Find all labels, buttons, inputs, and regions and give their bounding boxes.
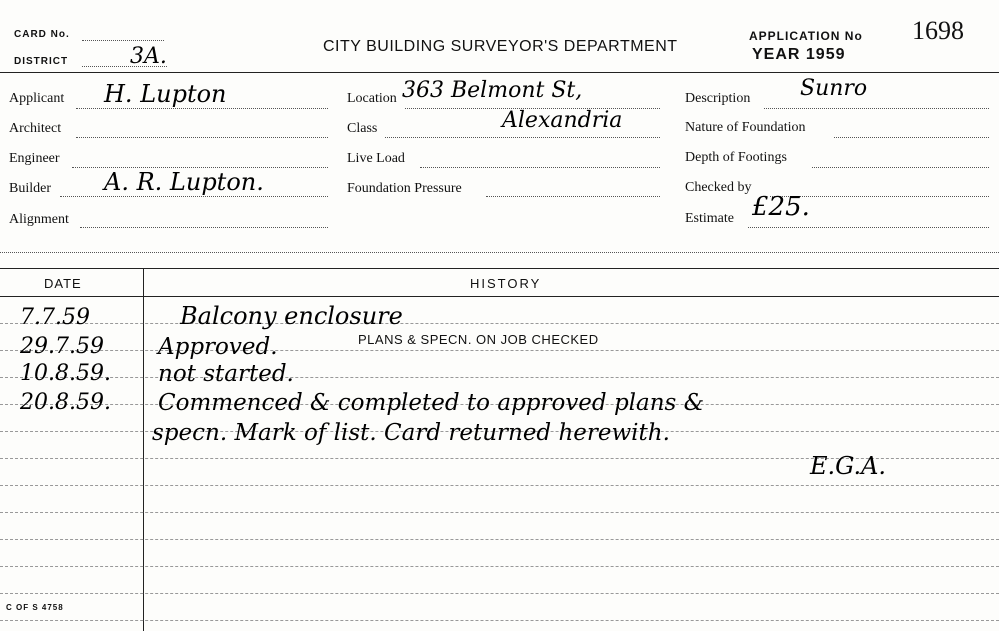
form-code: C OF S 4758 <box>6 603 64 612</box>
history-text: Approved. <box>158 334 278 360</box>
history-date: 20.8.59. <box>20 390 111 415</box>
class-label: Class <box>347 121 378 136</box>
alignment-line <box>80 227 328 228</box>
history-text: Commenced & completed to approved plans & <box>158 390 705 416</box>
alignment-label: Alignment <box>9 212 69 227</box>
location-label: Location <box>347 91 397 106</box>
history-column-header: HISTORY <box>470 276 542 291</box>
signature-initials: E.G.A. <box>810 452 887 480</box>
class-line <box>385 137 660 138</box>
ruled-line <box>0 350 999 351</box>
history-header-rule <box>0 296 999 297</box>
department-title: CITY BUILDING SURVEYOR'S DEPARTMENT <box>323 38 678 55</box>
card-no-line <box>82 40 164 41</box>
description-line <box>764 108 989 109</box>
location-value: 363 Belmont St, <box>402 78 583 103</box>
estimate-line <box>748 227 989 228</box>
history-top-rule <box>0 268 999 269</box>
history-text: not started. <box>158 361 294 387</box>
foundation-pressure-line <box>486 196 660 197</box>
estimate-label: Estimate <box>685 211 734 226</box>
class-value: Alexandria <box>502 108 623 133</box>
district-value: 3A. <box>130 44 167 69</box>
applicant-line <box>76 108 328 109</box>
ruled-line <box>0 593 999 594</box>
history-date: 10.8.59. <box>20 361 111 386</box>
ruled-line <box>0 485 999 486</box>
district-label: DISTRICT <box>14 56 69 67</box>
ruled-line <box>0 377 999 378</box>
ruled-line <box>0 620 999 621</box>
builder-value: A. R. Lupton. <box>104 168 264 196</box>
history-date: 7.7.59 <box>20 305 90 330</box>
description-value: Sunro <box>800 76 868 101</box>
architect-line <box>76 137 328 138</box>
history-text: Balcony enclosure <box>180 302 403 330</box>
fields-bottom-line <box>0 252 999 253</box>
application-no-label: APPLICATION No <box>749 29 863 43</box>
live-load-line <box>420 167 660 168</box>
ruled-line <box>0 323 999 324</box>
engineer-label: Engineer <box>9 151 60 166</box>
checked-by-label: Checked by <box>685 180 752 195</box>
depth-of-footings-line <box>812 167 989 168</box>
applicant-label: Applicant <box>9 91 65 106</box>
ruled-line <box>0 566 999 567</box>
ruled-line <box>0 512 999 513</box>
year-label: YEAR 1959 <box>752 46 846 63</box>
header-divider <box>0 72 999 73</box>
nature-of-foundation-label: Nature of Foundation <box>685 120 806 135</box>
history-date: 29.7.59 <box>20 334 104 359</box>
application-no-value: 1698 <box>912 16 964 45</box>
builder-line <box>60 196 328 197</box>
inspection-stamp: PLANS & SPECN. ON JOB CHECKED <box>358 332 599 347</box>
applicant-value: H. Lupton <box>104 80 227 108</box>
card-no-label: CARD No. <box>14 29 70 40</box>
builder-label: Builder <box>9 181 51 196</box>
foundation-pressure-label: Foundation Pressure <box>347 181 462 196</box>
nature-of-foundation-line <box>834 137 989 138</box>
architect-label: Architect <box>9 121 62 136</box>
date-column-header: DATE <box>44 276 82 291</box>
live-load-label: Live Load <box>347 151 405 166</box>
depth-of-footings-label: Depth of Footings <box>685 150 787 165</box>
estimate-value: £25. <box>752 192 810 222</box>
ruled-line <box>0 539 999 540</box>
description-label: Description <box>685 91 751 106</box>
history-text: specn. Mark of list. Card returned herewith. <box>152 420 670 446</box>
